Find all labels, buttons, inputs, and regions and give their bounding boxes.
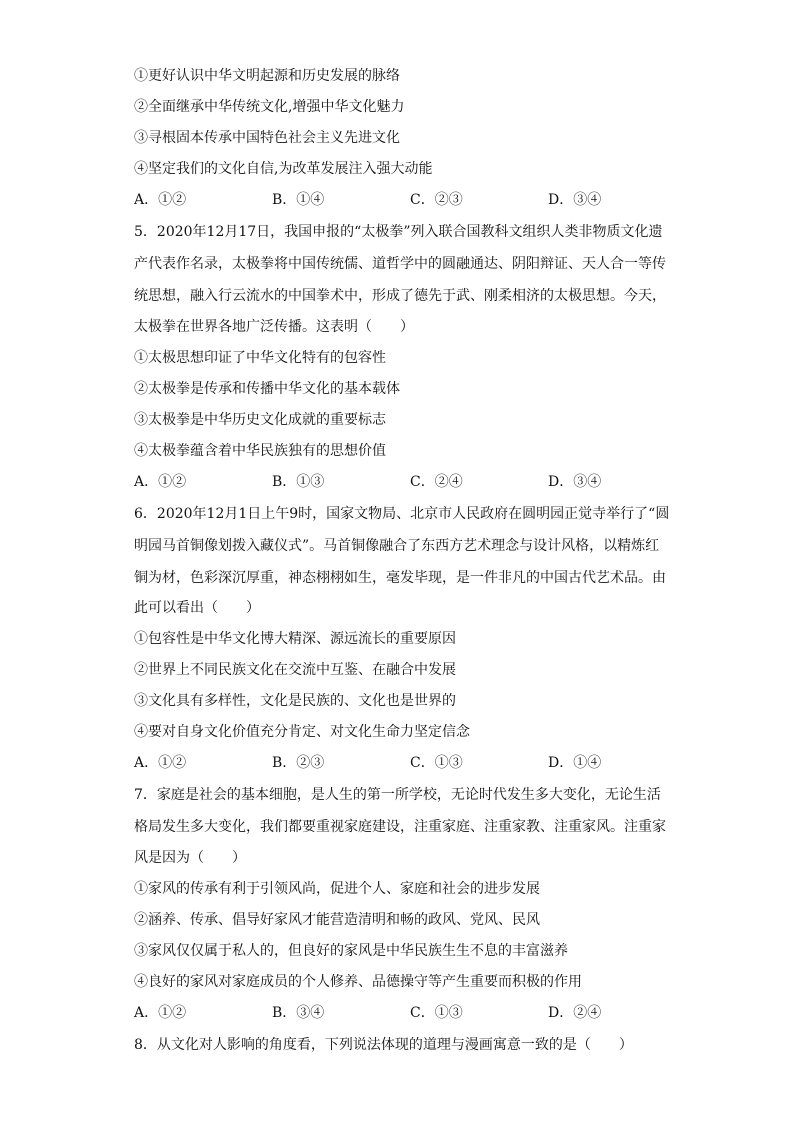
answer-choices [134,1003,674,1023]
choice-d: D．②④ [548,1005,602,1021]
option-line: ②世界上不同民族文化在交流中互鉴、在融合中发展 [134,662,456,678]
question-5-line: 5．2020年12月17日，我国申报的“太极拳”列入联合国教科文组织人类非物质文化遗 [134,224,663,240]
question-5-line: 产代表作名录，太极拳将中国传统儒、道哲学中的圆融通达、阴阳辩证、天人合一等传 [134,256,666,272]
option-line: ④要对自身文化价值充分肯定、对文化生命力坚定信念 [134,724,470,740]
question-5-line: 太极拳在世界各地广泛传播。这表明（ ） [134,319,414,335]
option-line: ④良好的家风对家庭成员的个人修养、品德操守等产生重要而积极的作用 [134,974,582,990]
question-8-line: 8．从文化对人影响的角度看，下列说法体现的道理与漫画寓意一致的是（ ） [134,1037,633,1053]
option-line: ③家风仅仅属于私人的，但良好的家风是中华民族生生不息的丰富滋养 [134,943,568,959]
option-line: ④坚定我们的文化自信,为改革发展注入强大动能 [134,161,433,177]
option-line: ①更好认识中华文明起源和历史发展的脉络 [134,68,400,84]
question-6-line: 6．2020年12月1日上午9时，国家文物局、北京市人民政府在圆明园正觉寺举行了“圆 [134,506,670,522]
option-line: ③太极拳是中华历史文化成就的重要标志 [134,412,386,428]
choice-c: C．②③ [410,192,463,208]
choice-c: C．①③ [410,1005,463,1021]
choice-b: B．①③ [272,474,325,490]
question-7-line: 格局发生多大变化，我们都要重视家庭建设，注重家庭、注重家教、注重家风。注重家 [134,819,666,835]
option-line: ③寻根固本传承中国特色社会主义先进文化 [134,130,400,146]
choice-a: A．①② [134,192,187,208]
option-line: ①包容性是中华文化博大精深、源远流长的重要原因 [134,631,456,647]
question-7-line: 风是因为（ ） [134,850,246,866]
question-5-line: 统思想，融入行云流水的中国拳术中，形成了德先于武、刚柔相济的太极思想。今天， [134,288,666,304]
choice-a: A．①② [134,1005,187,1021]
question-7-line: 7．家庭是社会的基本细胞，是人生的第一所学校，无论时代发生多大变化，无论生活 [134,787,661,803]
option-line: ②全面继承中华传统文化,增强中华文化魅力 [134,99,405,115]
option-line: ③文化具有多样性，文化是民族的、文化也是世界的 [134,693,456,709]
choice-c: C．②④ [410,474,463,490]
choice-c: C．①③ [410,755,463,771]
option-line: ①家风的传承有利于引领风尚，促进个人、家庭和社会的进步发展 [134,881,540,897]
choice-b: B．②③ [272,755,325,771]
option-line: ②涵养、传承、倡导好家风才能营造清明和畅的政风、党风、民风 [134,912,540,928]
choice-b: B．①④ [272,192,325,208]
choice-d: D．③④ [548,192,602,208]
option-line: ④太极拳蕴含着中华民族独有的思想价值 [134,443,386,459]
answer-choices [134,753,674,773]
choice-a: A．①② [134,755,187,771]
answer-choices [134,472,674,492]
answer-choices [134,190,674,210]
option-line: ②太极拳是传承和传播中华文化的基本载体 [134,381,400,397]
question-6-line: 此可以看出（ ） [134,600,260,616]
choice-a: A．①② [134,474,187,490]
choice-b: B．③④ [272,1005,325,1021]
question-6-line: 铜为材，色彩深沉厚重，神态栩栩如生，毫发毕现，是一件非凡的中国古代艺术品。由 [134,570,666,586]
option-line: ①太极思想印证了中华文化特有的包容性 [134,350,386,366]
question-6-line: 明园马首铜像划拨入藏仪式”。马首铜像融合了东西方艺术理念与设计风格，以精炼红 [134,538,660,554]
choice-d: D．①④ [548,755,602,771]
choice-d: D．③④ [548,474,602,490]
